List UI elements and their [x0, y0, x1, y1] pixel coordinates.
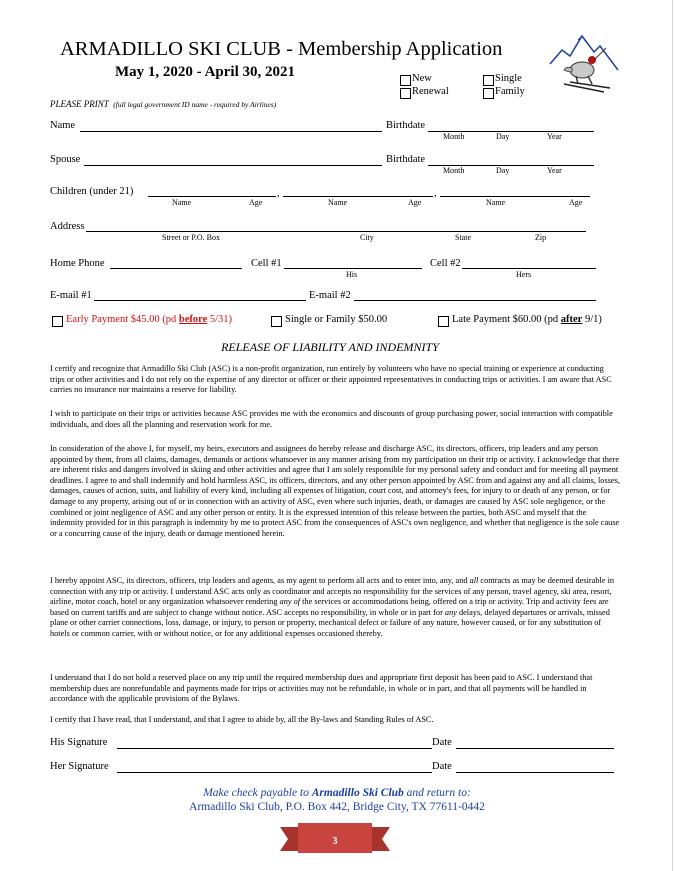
her-signature-label: Her Signature [50, 761, 109, 772]
email1-label: E-mail #1 [50, 290, 92, 301]
birthdate-month-caption: Month [443, 132, 465, 141]
child3-name-caption: Name [486, 198, 506, 207]
her-signature-field[interactable] [117, 772, 432, 773]
single-label: Single [495, 73, 522, 84]
his-date-field[interactable] [456, 748, 614, 749]
his-signature-field[interactable] [117, 748, 432, 749]
release-paragraph-6: I certify that I have read, that I understand, and that I agree to abide by, all the By-laws and Standing Rules of ASC. [50, 715, 434, 724]
home-phone-field[interactable] [110, 268, 242, 269]
cell2-field[interactable] [462, 268, 596, 269]
name-field[interactable] [80, 131, 382, 132]
family-label: Family [495, 86, 525, 97]
spouse-birthdate-label: Birthdate [386, 154, 426, 165]
renewal-checkbox[interactable] [400, 88, 411, 99]
child2-field[interactable] [283, 196, 433, 197]
late-payment-deadline: 9/1) [582, 314, 602, 325]
late-payment-checkbox[interactable] [438, 316, 449, 327]
please-print-line [50, 99, 276, 109]
single-checkbox[interactable] [483, 75, 494, 86]
early-payment-before: before [178, 314, 208, 325]
email2-label: E-mail #2 [309, 290, 351, 301]
p4-part-c: the services or accommodations being, offered on a trip or activity. Trip and activity fees are based on current tariffs and are subject to change without notice. ASC accepts no responsibility, in whole or in part for [50, 597, 609, 617]
form-title: ARMADILLO SKI CLUB - Membership Application [60, 38, 503, 60]
please-print-label: PLEASE PRINT [50, 99, 109, 109]
city-caption: City [360, 233, 374, 242]
p4-part-a: I hereby appoint ASC, its directors, officers, trip leaders and agents, as my agent to perform all acts and to enter into, any, and [50, 576, 470, 585]
child3-age-caption: Age [569, 198, 583, 207]
child-separator-2: , [434, 188, 437, 199]
child1-name-caption: Name [172, 198, 192, 207]
make-check-text: Make check payable to [203, 787, 312, 799]
child2-age-caption: Age [408, 198, 422, 207]
early-payment-text: Early Payment $45.00 (pd [66, 314, 179, 325]
page-number: 3 [332, 836, 338, 847]
spouse-label: Spouse [50, 154, 81, 165]
cell1-label: Cell #1 [251, 258, 282, 269]
state-caption: State [455, 233, 471, 242]
children-label: Children (under 21) [50, 186, 134, 197]
p4-part-b: contracts as may be deemed desirable in connection with any trip or activity. I understand ASC acts only as coordinator and accepts no responsibility for the services of any person, travel agency, ski area, resort, airline, motor coach, hotel or any organization whatsoever rendering [50, 576, 615, 607]
early-payment-label [66, 314, 232, 325]
mailing-address: Armadillo Ski Club, P.O. Box 442, Bridge City, TX 77611-0442 [189, 801, 485, 813]
p4-emphasis-all: all [469, 576, 479, 585]
address-label: Address [50, 221, 85, 232]
child2-name-caption: Name [328, 198, 348, 207]
his-caption: His [346, 270, 358, 279]
hers-caption: Hers [516, 270, 532, 279]
zip-caption: Zip [535, 233, 547, 242]
name-label: Name [50, 120, 76, 131]
make-check-line [0, 787, 674, 799]
early-payment-checkbox[interactable] [52, 316, 63, 327]
late-payment-label [452, 314, 602, 325]
child1-age-caption: Age [249, 198, 263, 207]
child1-field[interactable] [148, 196, 276, 197]
p4-emphasis-any-of: any of [279, 597, 301, 607]
her-date-label: Date [432, 761, 452, 772]
birthdate-year-caption: Year [547, 132, 562, 141]
spouse-field[interactable] [84, 165, 382, 166]
release-paragraph-5: I understand that I do not hold a reserved place on any trip until the required membership dues and appropriate first deposit has been paid to ASC. I understand that membership dues are nonrefundable and payments made for trips or activities may not be refundable, in whole or in part, and that all payments will be handled in accordance with the applicable provisions of the Bylaws. [50, 673, 593, 704]
new-label: New [412, 73, 432, 84]
armadillo-skier-logo-icon [548, 26, 624, 100]
late-payment-text: Late Payment $60.00 (pd [452, 314, 561, 325]
her-date-field[interactable] [456, 772, 614, 773]
club-name: Armadillo Ski Club [311, 787, 404, 799]
home-phone-label: Home Phone [50, 258, 105, 269]
spouse-month-caption: Month [443, 166, 465, 175]
child-separator-1: , [277, 188, 280, 199]
birthdate-label: Birthdate [386, 120, 426, 131]
early-payment-deadline: 5/31) [207, 314, 233, 325]
single-family-label: Single or Family $50.00 [285, 314, 388, 325]
family-checkbox[interactable] [483, 88, 494, 99]
release-heading: RELEASE OF LIABILITY AND INDEMNITY [221, 340, 439, 354]
p4-emphasis-any: any [444, 607, 457, 617]
spouse-day-caption: Day [496, 166, 510, 175]
membership-dates: May 1, 2020 - April 30, 2021 [115, 64, 295, 80]
release-paragraph-3: In consideration of the above I, for myself, my heirs, executors and assignees do hereby release and discharge ASC, its directors, officers, trip leaders and any person appointed by them, from all claims, damages, demands or actions whatsoever in any manner arising from my participation on their trip or activity. I acknowledge that there are inherent risks and dangers involved in skiing and other activities and agree that I am solely responsible for my personal safety and conduct and for meeting all payment deadlines. I agree to and shall indemnify and hold harmless ASC, its officers, directors, and any other person appointed by ASC from and against any and all claims, losses, damages, causes of action, suits, and liability of every kind, including all expenses of litigation, court cost, and attorney's fees, for injury to or death of any person, or for damage to any property, arising out of or in connection with an activity of ASC, even where such injuries, death, or damages are caused by ASC sole negligence, or the combined or joint negligence of ASC and any other person or entity. It is the expressed intention of this release between the parties, both ASC and myself that the indemnity provided for in this paragraph is indemnity by me to protect ASC from the consequences of ASC's own negligence, and whether that negligence is the sole cause or a concurring cause of the injury, death or damage mentioned herein. [50, 444, 620, 538]
release-paragraph-1: I certify and recognize that Armadillo Ski Club (ASC) is a non-profit organization, run entirely by volunteers who have no special training or experience at conducting trips or other activities and I do not rely on the expertise of any director or officer or their appointed representatives in conducting trips or activities. I am aware that ASC carries no insurance nor maintains a reserve for liability. [50, 364, 612, 395]
cell1-field[interactable] [284, 268, 422, 269]
child3-field[interactable] [440, 196, 590, 197]
late-payment-after: after [560, 314, 583, 325]
renewal-label: Renewal [412, 86, 449, 97]
street-caption: Street or P.O. Box [162, 233, 220, 242]
release-paragraph-2: I wish to participate on their trips or activities because ASC provides me with the economics and discounts of group purchasing power, social interaction with compatible individuals, and does all the planning and reservation work for me. [50, 409, 613, 429]
email1-field[interactable] [94, 300, 306, 301]
address-field[interactable] [86, 231, 586, 232]
his-date-label: Date [432, 737, 452, 748]
return-to-text: and return to: [403, 787, 471, 799]
his-signature-label: His Signature [50, 737, 108, 748]
page-edge [672, 0, 673, 871]
new-checkbox[interactable] [400, 75, 411, 86]
p4-part-d: delays, delayed departures or arrivals, missed plane or other carrier connections, loss, damage, or injury, to person or property, mechanical defect or failure of any nature, however caused, or for any substitution of hotels or common carrier, with or without notice, or for any additional expenses occasioned thereby. [50, 607, 610, 638]
release-paragraph-4 [50, 576, 620, 640]
cell2-label: Cell #2 [430, 258, 461, 269]
single-family-checkbox[interactable] [271, 316, 282, 327]
birthdate-day-caption: Day [496, 132, 510, 141]
spouse-year-caption: Year [547, 166, 562, 175]
email2-field[interactable] [354, 300, 596, 301]
please-print-note: (full legal government ID name - required by Airlines) [113, 100, 277, 109]
